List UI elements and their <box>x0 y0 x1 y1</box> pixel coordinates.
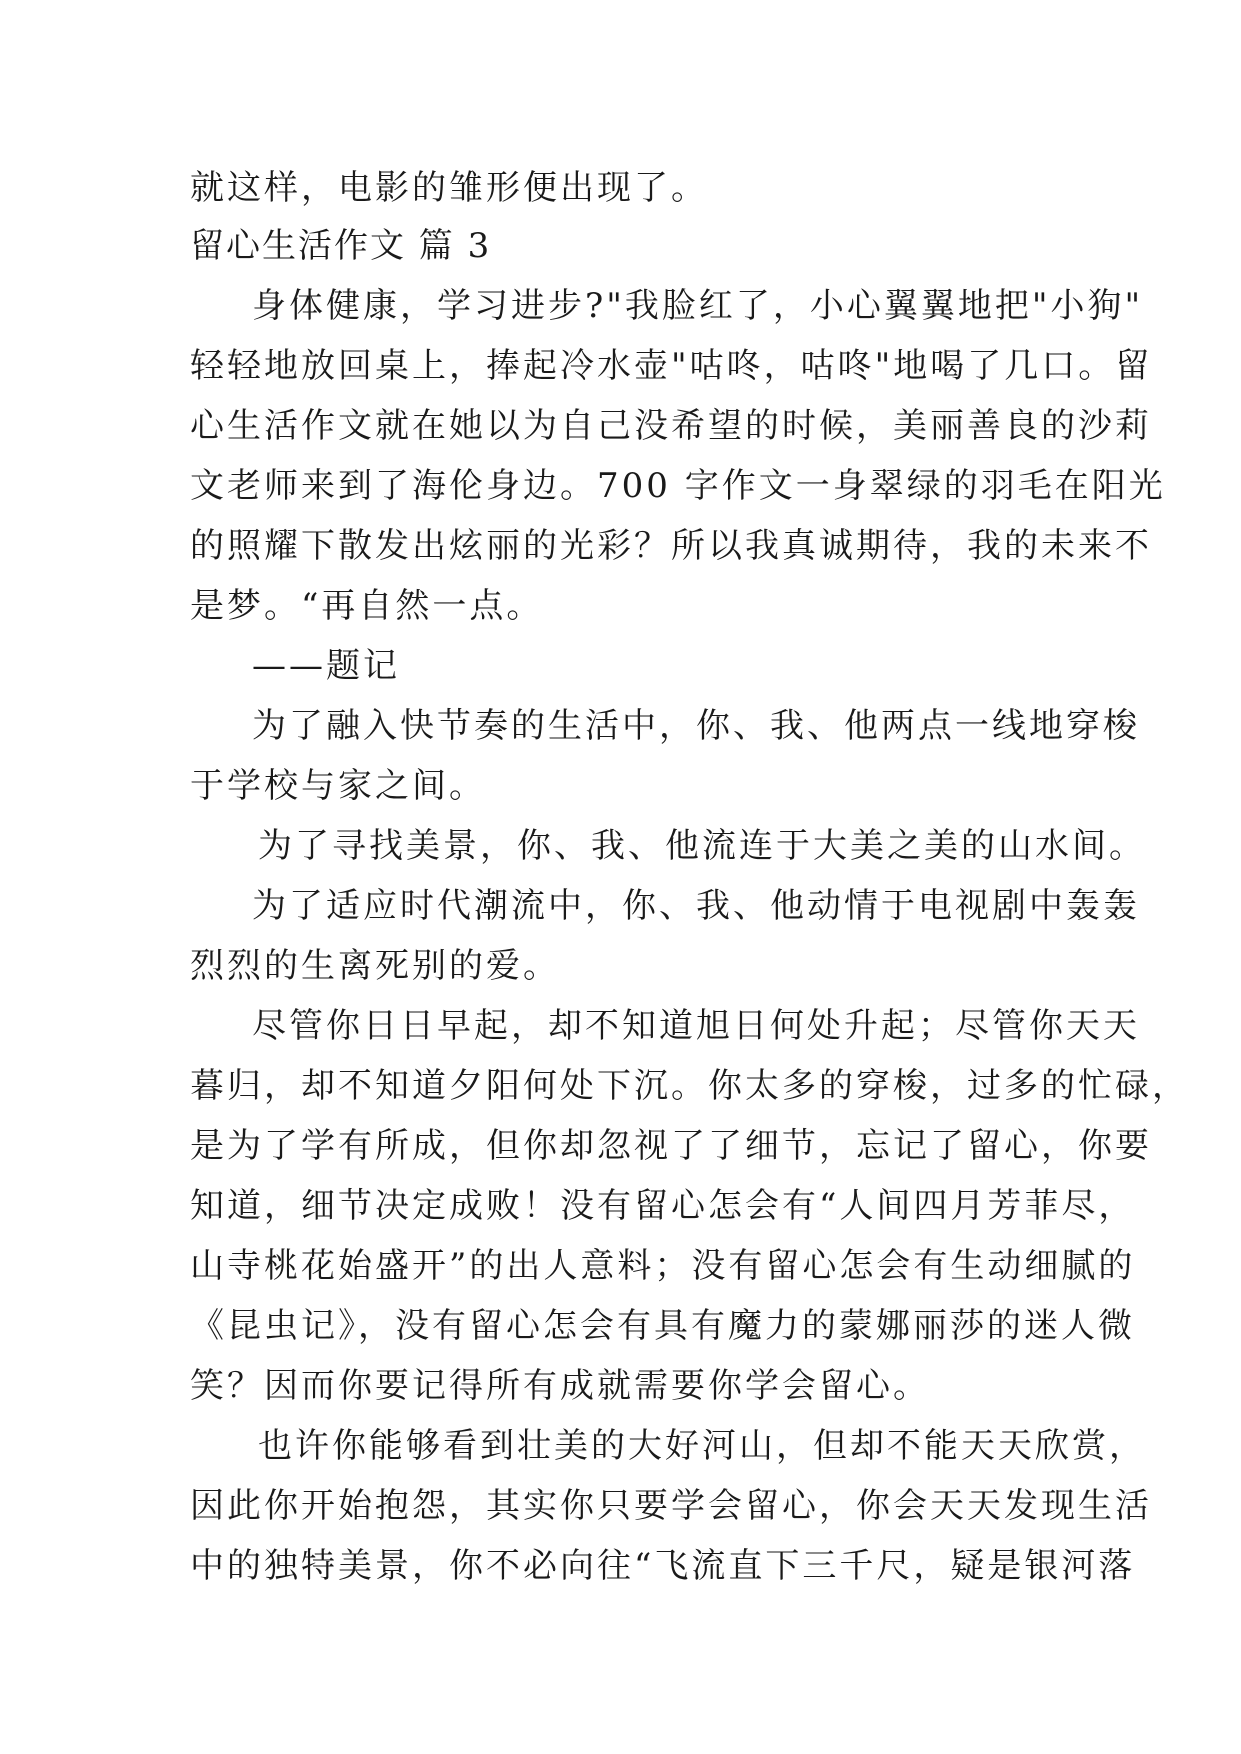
section-heading: 留心生活作文 篇 3 <box>190 226 492 266</box>
paragraph-line: 笑？因而你要记得所有成就需要你学会留心。 <box>190 1366 930 1406</box>
paragraph-line: 是为了学有所成，但你却忽视了了细节，忘记了留心，你要 <box>190 1126 1152 1166</box>
paragraph-line: 暮归，却不知道夕阳何处下沉。你太多的穿梭，过多的忙碌， <box>190 1066 1189 1106</box>
paragraph-line: 为了融入快节奏的生活中，你、我、他两点一线地穿梭 <box>252 706 1140 746</box>
paragraph-line: 因此你开始抱怨，其实你只要学会留心，你会天天发现生活 <box>190 1486 1152 1526</box>
paragraph-line: 中的独特美景，你不必向往“飞流直下三千尺，疑是银河落 <box>190 1546 1136 1586</box>
paragraph-line: 《昆虫记》，没有留心怎会有具有魔力的蒙娜丽莎的迷人微 <box>190 1306 1135 1346</box>
paragraph-line: 身体健康，学习进步?"我脸红了，小心翼翼地把"小狗" <box>252 286 1144 326</box>
paragraph-line: 为了适应时代潮流中，你、我、他动情于电视剧中轰轰 <box>252 886 1140 926</box>
text-line: 就这样，电影的雏形便出现了。 <box>190 168 708 208</box>
paragraph-line: 为了寻找美景，你、我、他流连于大美之美的山水间。 <box>258 826 1146 866</box>
paragraph-line: 心生活作文就在她以为自己没希望的时候，美丽善良的沙莉 <box>190 406 1152 446</box>
paragraph-line: 知道，细节决定成败！没有留心怎会有“人间四月芳菲尽， <box>190 1186 1136 1226</box>
paragraph-line: 是梦。“再自然一点。 <box>190 586 544 626</box>
paragraph-line: 文老师来到了海伦身边。700 字作文一身翠绿的羽毛在阳光 <box>190 466 1166 506</box>
paragraph-line: 也许你能够看到壮美的大好河山，但却不能天天欣赏， <box>258 1426 1146 1466</box>
paragraph-line: 山寺桃花始盛开”的出人意料；没有留心怎会有生动细腻的 <box>190 1246 1136 1286</box>
paragraph-line: 轻轻地放回桌上，捧起冷水壶"咕咚，咕咚"地喝了几口。留 <box>190 346 1153 386</box>
paragraph-line: 烈烈的生离死别的爱。 <box>190 946 560 986</box>
epigraph-note: ——题记 <box>252 646 400 686</box>
paragraph-line: 尽管你日日早起，却不知道旭日何处升起；尽管你天天 <box>252 1006 1140 1046</box>
paragraph-line: 于学校与家之间。 <box>190 766 486 806</box>
paragraph-line: 的照耀下散发出炫丽的光彩？所以我真诚期待，我的未来不 <box>190 526 1152 566</box>
